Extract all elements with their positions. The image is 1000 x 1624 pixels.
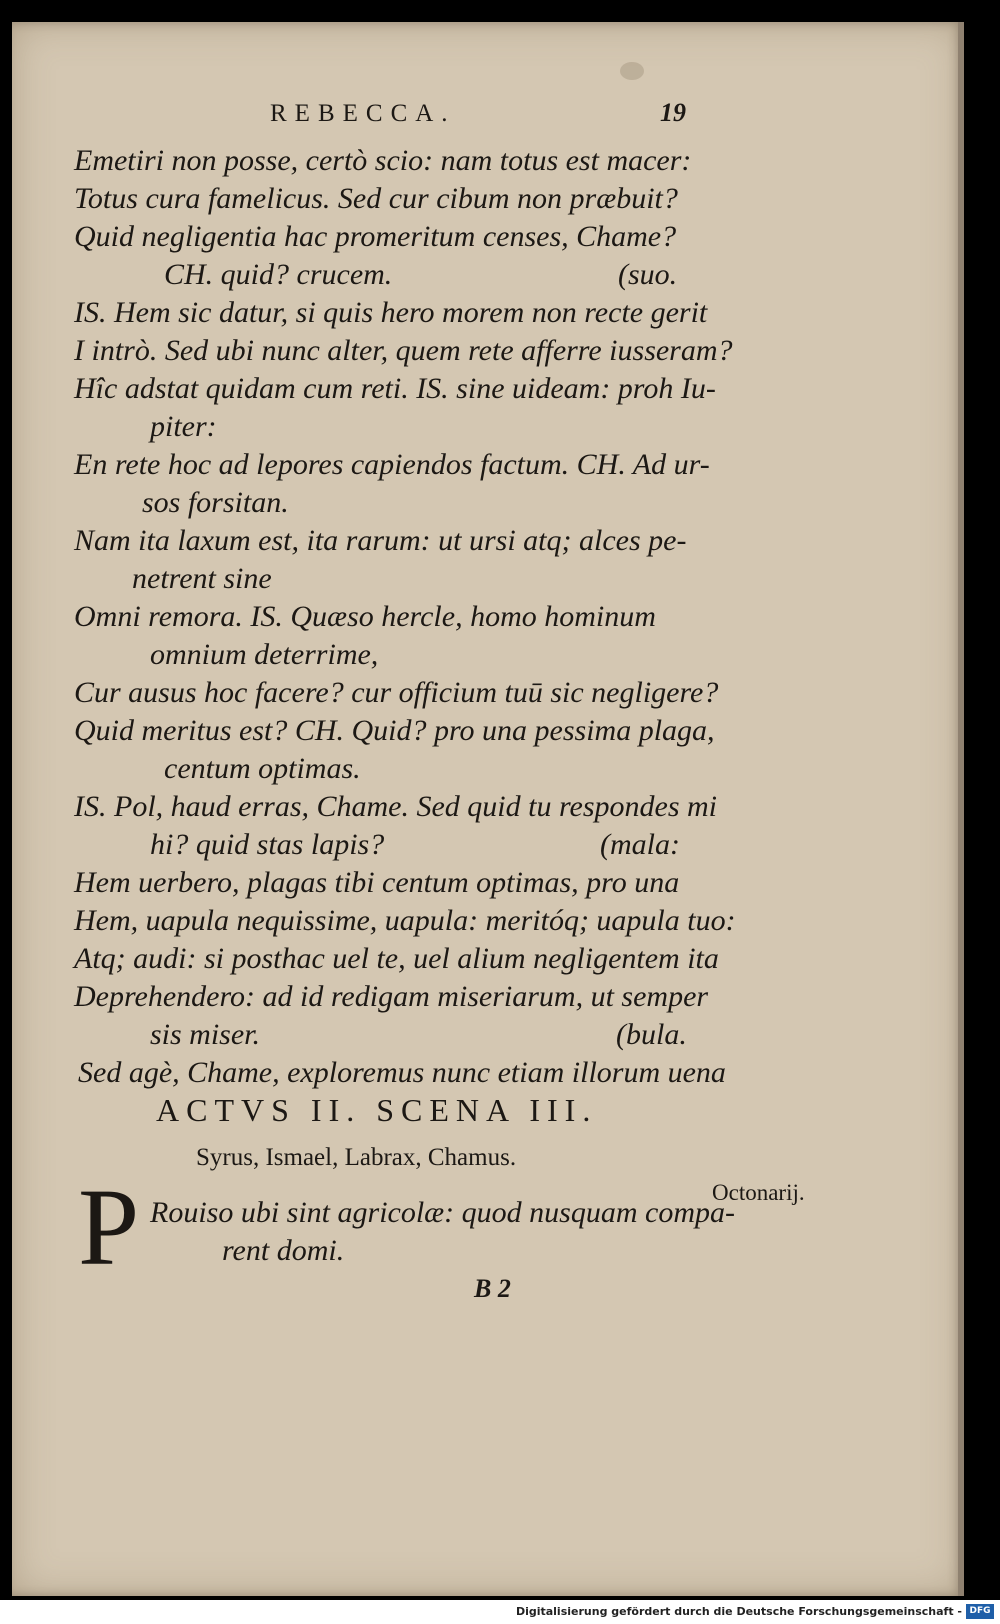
drop-capital: P (78, 1166, 140, 1288)
text-line: IS. Pol, haud erras, Chame. Sed quid tu respondes mi (74, 790, 718, 823)
footer-bar (0, 1600, 1000, 1624)
text-line: Atq; audi: si posthac uel te, uel alium negligentem ita (74, 942, 719, 975)
text-line: I intrò. Sed ubi nunc alter, quem rete afferre iusseram? (74, 334, 733, 367)
text-line: Hem uerbero, plagas tibi centum optimas, pro una (74, 866, 680, 899)
text-line: Deprehendero: ad id redigam miseriarum, ut semper (74, 980, 709, 1013)
text-line: omnium deterrime, (150, 638, 379, 671)
text-line: Sed agè, Chame, exploremus nunc etiam illorum uena (78, 1056, 726, 1089)
book-page (12, 22, 964, 1596)
text-line: centum optimas. (164, 752, 361, 785)
scene-heading: ACTVS II. SCENA III. (156, 1092, 598, 1128)
text-line: IS. Hem sic datur, si quis hero morem non recte gerit (74, 296, 708, 329)
scene-first-line: Rouiso ubi sint agricolæ: quod nusquam compa- (150, 1196, 735, 1229)
text-line: Quid negligentia hac promeritum censes, Chame? (74, 220, 677, 253)
text-line: Emetiri non posse, certò scio: nam totus est macer: (74, 144, 692, 177)
text-line: Totus cura famelicus. Sed cur cibum non præbuit? (74, 182, 678, 215)
text-line: Hem, uapula nequissime, uapula: meritóq; uapula tuo: (74, 904, 736, 937)
text-line: Hîc adstat quidam cum reti. IS. sine uideam: proh Iu- (74, 372, 716, 405)
text-line: Omni remora. IS. Quæso hercle, homo hominum (74, 600, 656, 633)
text-line: sos forsitan. (142, 486, 289, 519)
text-line: Nam ita laxum est, ita rarum: ut ursi atq; alces pe- (74, 524, 687, 557)
text-line: (suo. (618, 258, 678, 291)
text-line: sis miser. (150, 1018, 261, 1051)
dfg-logo: DFG (966, 1604, 994, 1619)
text-line: hi? quid stas lapis? (150, 828, 385, 861)
page-number: 19 (660, 98, 686, 127)
margin-note: Octonarij. (712, 1180, 805, 1205)
text-line: (mala: (600, 828, 680, 861)
text-line: Cur ausus hoc facere? cur officium tuū sic negligere? (74, 676, 719, 709)
page-edge (958, 22, 964, 1596)
running-head: REBECCA. (270, 100, 456, 127)
text-line: CH. quid? crucem. (164, 258, 393, 291)
text-line: En rete hoc ad lepores capiendos factum. CH. Ad ur- (74, 448, 710, 481)
text-line: netrent sine (132, 562, 272, 595)
text-line: piter: (150, 410, 217, 443)
scene-second-line: rent domi. (222, 1234, 345, 1267)
scene-persons: Syrus, Ismael, Labrax, Chamus. (196, 1144, 517, 1171)
text-line: Quid meritus est? CH. Quid? pro una pessima plaga, (74, 714, 715, 747)
signature-mark: B 2 (474, 1274, 511, 1303)
footer-credit: Digitalisierung gefördert durch die Deutsche Forschungsgemeinschaft - (515, 1605, 962, 1618)
ink-smudge (620, 62, 644, 80)
text-line: (bula. (616, 1018, 687, 1051)
